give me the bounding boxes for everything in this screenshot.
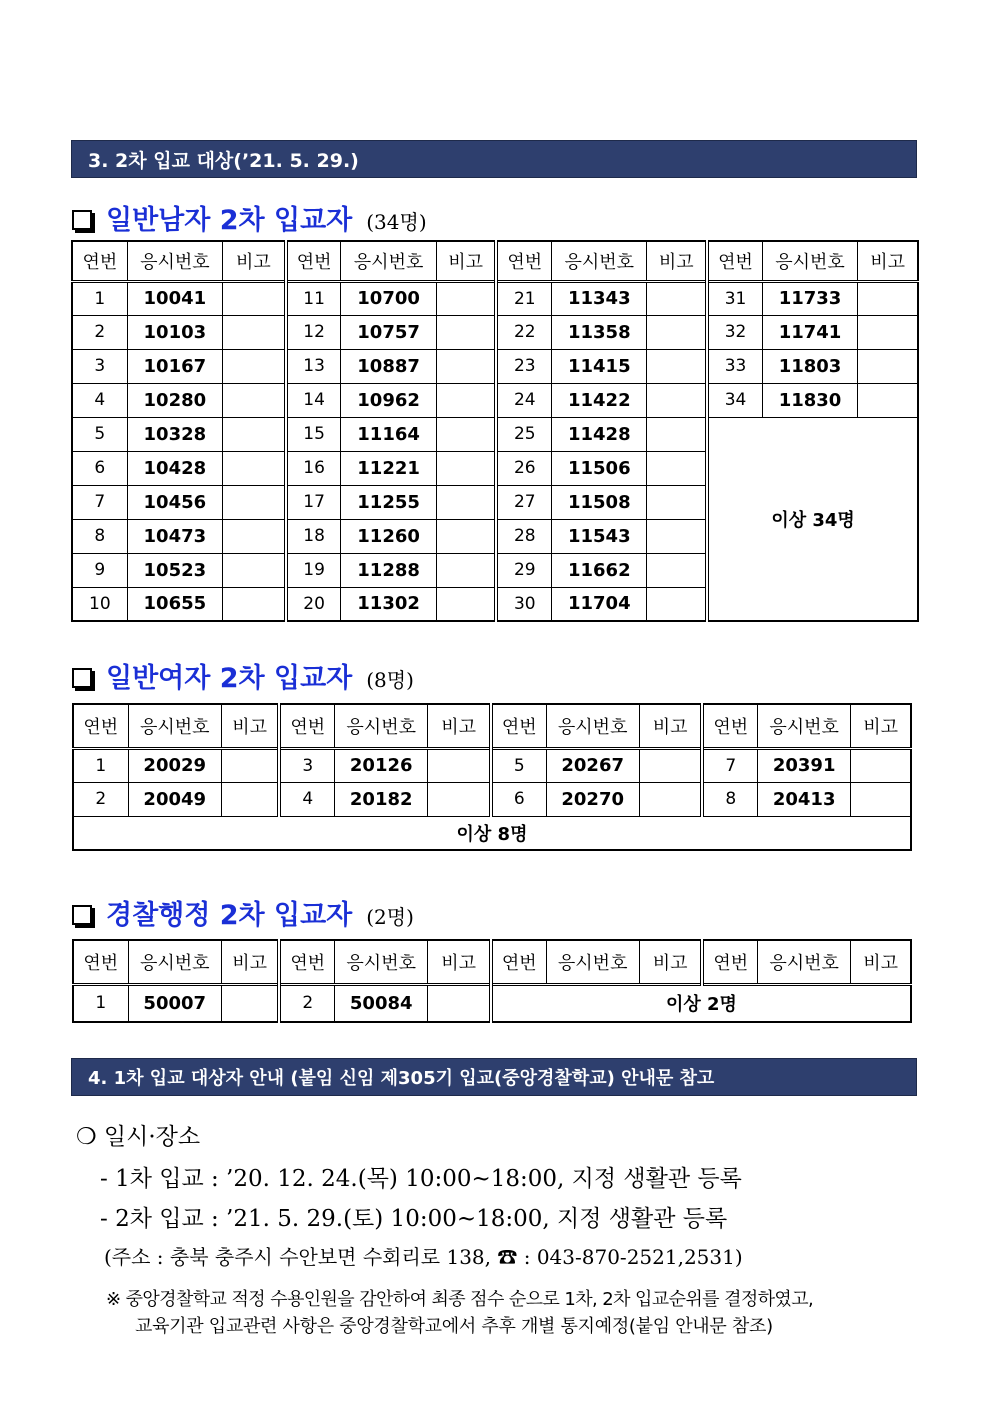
header-cell: 응시번호 [341, 241, 436, 281]
schedule-heading: ❍ 일시·장소 [76, 1124, 201, 1150]
exam-number: 11830 [762, 383, 857, 417]
exam-number: 11255 [341, 485, 436, 519]
exam-number: 10328 [127, 417, 222, 451]
exam-number: 11260 [341, 519, 436, 553]
exam-number: 20270 [546, 782, 639, 816]
header-cell: 응시번호 [546, 704, 639, 748]
exam-number: 10280 [127, 383, 222, 417]
note-line-2: 교육기관 입교관련 사항은 중앙경찰학교에서 추후 개별 통지예정(붙임 안내문 참조) [135, 1316, 773, 1337]
remark-cell [436, 587, 496, 621]
row-number: 32 [707, 315, 762, 349]
exam-number: 10655 [127, 587, 222, 621]
header-cell: 연번 [496, 241, 551, 281]
exam-number: 11428 [552, 417, 647, 451]
row-number: 26 [496, 451, 551, 485]
male-section-count: (34명) [366, 210, 427, 234]
female-header-row [73, 704, 911, 748]
header-cell: 응시번호 [128, 704, 221, 748]
table-row [72, 315, 918, 349]
row-number: 13 [286, 349, 341, 383]
exam-number: 11803 [762, 349, 857, 383]
row-number: 16 [286, 451, 341, 485]
exam-number: 10887 [341, 349, 436, 383]
police-header-row [73, 940, 911, 984]
row-number: 30 [496, 587, 551, 621]
remark-cell [647, 519, 707, 553]
row-number: 2 [279, 984, 334, 1022]
exam-number: 11543 [552, 519, 647, 553]
header-cell: 비고 [647, 241, 707, 281]
row-number: 8 [72, 519, 127, 553]
exam-number: 11704 [552, 587, 647, 621]
exam-number: 11506 [552, 451, 647, 485]
female-total: 이상 8명 [73, 816, 911, 850]
header-cell: 응시번호 [552, 241, 647, 281]
exam-number: 20267 [546, 748, 639, 782]
note-line-1: ※ 중앙경찰학교 적정 수용인원을 감안하여 최종 점수 순으로 1차, 2차 입교순위를 결정하였고, [106, 1289, 814, 1310]
remark-cell [223, 587, 286, 621]
exam-number: 10041 [127, 281, 222, 315]
header-cell: 비고 [223, 241, 286, 281]
police-section-title: 경찰행정 2차 입교자 [106, 900, 353, 931]
remark-cell [436, 485, 496, 519]
remark-cell [639, 748, 702, 782]
remark-cell [223, 553, 286, 587]
row-number: 9 [72, 553, 127, 587]
row-number: 2 [72, 315, 127, 349]
row-number: 6 [72, 451, 127, 485]
exam-number: 11662 [552, 553, 647, 587]
header-cell: 응시번호 [758, 704, 851, 748]
row-number: 25 [496, 417, 551, 451]
police-total: 이상 2명 [491, 984, 911, 1022]
police-section-heading [72, 893, 414, 932]
header-cell: 연번 [279, 704, 334, 748]
schedule-line-1: - 1차 입교 : ’20. 12. 24.(목) 10:00~18:00, 지정 생활관 등록 [100, 1166, 742, 1192]
row-number: 14 [286, 383, 341, 417]
male-section-title: 일반남자 2차 입교자 [106, 205, 353, 236]
exam-number: 11741 [762, 315, 857, 349]
header-cell: 비고 [436, 241, 496, 281]
row-number: 34 [707, 383, 762, 417]
header-cell: 비고 [428, 704, 491, 748]
exam-number: 20126 [335, 748, 428, 782]
exam-number: 20391 [758, 748, 851, 782]
header-cell: 응시번호 [762, 241, 857, 281]
row-number: 5 [72, 417, 127, 451]
row-number: 20 [286, 587, 341, 621]
exam-number: 11221 [341, 451, 436, 485]
female-table [72, 703, 912, 851]
header-cell: 응시번호 [335, 704, 428, 748]
header-cell: 비고 [428, 940, 491, 984]
remark-cell [858, 383, 918, 417]
remark-cell [647, 417, 707, 451]
male-header-row [72, 241, 918, 281]
remark-cell [428, 984, 491, 1022]
exam-number: 10456 [127, 485, 222, 519]
header-cell: 비고 [221, 940, 279, 984]
female-section-count: (8명) [366, 668, 414, 692]
remark-cell [436, 553, 496, 587]
exam-number: 10757 [341, 315, 436, 349]
exam-number: 11164 [341, 417, 436, 451]
remark-cell [223, 383, 286, 417]
row-number: 23 [496, 349, 551, 383]
remark-cell [647, 315, 707, 349]
row-number: 18 [286, 519, 341, 553]
row-number: 19 [286, 553, 341, 587]
remark-cell [639, 782, 702, 816]
remark-cell [647, 281, 707, 315]
header-cell: 연번 [702, 704, 757, 748]
remark-cell [436, 349, 496, 383]
row-number: 3 [279, 748, 334, 782]
header-cell: 비고 [221, 704, 279, 748]
male-total: 이상 34명 [707, 417, 918, 621]
header-cell: 비고 [851, 940, 911, 984]
header-cell: 응시번호 [127, 241, 222, 281]
exam-number: 11343 [552, 281, 647, 315]
row-number: 10 [72, 587, 127, 621]
table-row [72, 349, 918, 383]
row-number: 29 [496, 553, 551, 587]
row-number: 7 [702, 748, 757, 782]
police-section-count: (2명) [366, 905, 414, 929]
row-number: 1 [73, 984, 128, 1022]
exam-number: 50084 [335, 984, 428, 1022]
female-section-heading [72, 656, 414, 695]
row-number: 8 [702, 782, 757, 816]
exam-number: 10167 [127, 349, 222, 383]
table-row [72, 281, 918, 315]
remark-cell [851, 782, 911, 816]
remark-cell [436, 519, 496, 553]
row-number: 15 [286, 417, 341, 451]
schedule-address: (주소 : 충북 충주시 수안보면 수회리로 138, ☎ : 043-870-2521,2531) [104, 1245, 743, 1269]
remark-cell [858, 281, 918, 315]
exam-number: 11508 [552, 485, 647, 519]
police-table [72, 939, 912, 1023]
remark-cell [223, 281, 286, 315]
header-cell: 응시번호 [335, 940, 428, 984]
row-number: 17 [286, 485, 341, 519]
row-number: 2 [73, 782, 128, 816]
remark-cell [223, 451, 286, 485]
table-row [73, 748, 911, 782]
header-cell: 연번 [286, 241, 341, 281]
header-cell: 연번 [707, 241, 762, 281]
table-row [73, 816, 911, 850]
checkbox-square-icon [72, 668, 92, 688]
row-number: 31 [707, 281, 762, 315]
table-row [72, 417, 918, 451]
exam-number: 10523 [127, 553, 222, 587]
female-section-title: 일반여자 2차 입교자 [106, 663, 353, 694]
remark-cell [223, 349, 286, 383]
exam-number: 10473 [127, 519, 222, 553]
exam-number: 10962 [341, 383, 436, 417]
section-3-title: 3. 2차 입교 대상(’21. 5. 29.) [71, 140, 917, 178]
header-cell: 응시번호 [128, 940, 221, 984]
remark-cell [223, 485, 286, 519]
checkbox-square-icon [72, 905, 92, 925]
row-number: 5 [491, 748, 546, 782]
row-number: 4 [72, 383, 127, 417]
header-cell: 연번 [491, 940, 546, 984]
remark-cell [223, 519, 286, 553]
exam-number: 11288 [341, 553, 436, 587]
row-number: 21 [496, 281, 551, 315]
row-number: 12 [286, 315, 341, 349]
row-number: 1 [72, 281, 127, 315]
exam-number: 11415 [552, 349, 647, 383]
row-number: 22 [496, 315, 551, 349]
row-number: 27 [496, 485, 551, 519]
row-number: 11 [286, 281, 341, 315]
header-cell: 연번 [491, 704, 546, 748]
remark-cell [858, 349, 918, 383]
header-cell: 연번 [279, 940, 334, 984]
exam-number: 20049 [128, 782, 221, 816]
exam-number: 20413 [758, 782, 851, 816]
remark-cell [223, 417, 286, 451]
row-number: 7 [72, 485, 127, 519]
remark-cell [428, 782, 491, 816]
header-cell: 연번 [73, 704, 128, 748]
row-number: 3 [72, 349, 127, 383]
exam-number: 11422 [552, 383, 647, 417]
remark-cell [647, 587, 707, 621]
exam-number: 11358 [552, 315, 647, 349]
remark-cell [221, 782, 279, 816]
male-table [71, 240, 919, 622]
exam-number: 10700 [341, 281, 436, 315]
remark-cell [647, 383, 707, 417]
table-row [73, 984, 911, 1022]
header-cell: 응시번호 [758, 940, 851, 984]
row-number: 28 [496, 519, 551, 553]
exam-number: 11733 [762, 281, 857, 315]
header-cell: 연번 [72, 241, 127, 281]
exam-number: 11302 [341, 587, 436, 621]
remark-cell [647, 349, 707, 383]
table-row [72, 383, 918, 417]
remark-cell [647, 485, 707, 519]
row-number: 6 [491, 782, 546, 816]
row-number: 33 [707, 349, 762, 383]
remark-cell [428, 748, 491, 782]
remark-cell [851, 748, 911, 782]
table-row [73, 782, 911, 816]
remark-cell [436, 451, 496, 485]
exam-number: 50007 [128, 984, 221, 1022]
exam-number: 20029 [128, 748, 221, 782]
header-cell: 응시번호 [546, 940, 639, 984]
header-cell: 비고 [858, 241, 918, 281]
remark-cell [436, 417, 496, 451]
header-cell: 비고 [639, 940, 702, 984]
header-cell: 비고 [851, 704, 911, 748]
remark-cell [221, 984, 279, 1022]
header-cell: 비고 [639, 704, 702, 748]
schedule-line-2: - 2차 입교 : ’21. 5. 29.(토) 10:00~18:00, 지정 생활관 등록 [100, 1206, 728, 1232]
remark-cell [436, 281, 496, 315]
header-cell: 연번 [73, 940, 128, 984]
remark-cell [223, 315, 286, 349]
row-number: 1 [73, 748, 128, 782]
remark-cell [858, 315, 918, 349]
remark-cell [647, 451, 707, 485]
section-4-title: 4. 1차 입교 대상자 안내 (붙임 신임 제305기 입교(중앙경찰학교) 안내문 참고 [71, 1058, 917, 1096]
checkbox-square-icon [72, 210, 92, 230]
row-number: 24 [496, 383, 551, 417]
exam-number: 20182 [335, 782, 428, 816]
row-number: 4 [279, 782, 334, 816]
remark-cell [436, 383, 496, 417]
exam-number: 10428 [127, 451, 222, 485]
header-cell: 연번 [702, 940, 757, 984]
remark-cell [647, 553, 707, 587]
exam-number: 10103 [127, 315, 222, 349]
remark-cell [436, 315, 496, 349]
remark-cell [221, 748, 279, 782]
male-section-heading [72, 198, 427, 237]
